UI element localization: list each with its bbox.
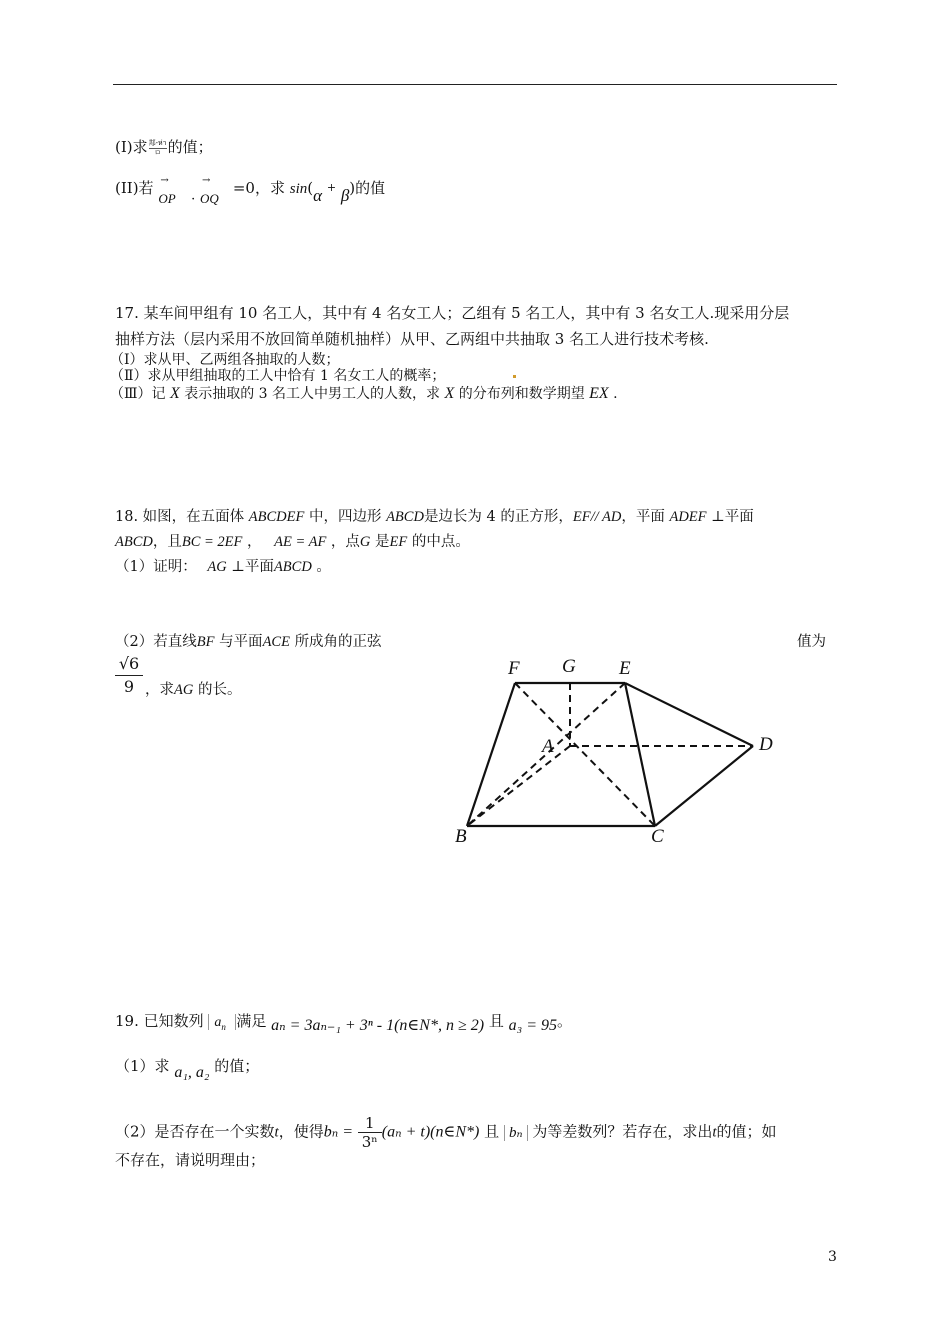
edge-FC <box>515 683 655 826</box>
q19-part1: （1）求 a₁, a₂ 的值； <box>115 1057 260 1081</box>
q18-line1: 18. 如图，在五面体 ABCDEF 中，四边形 ABCD是边长为 4 的正方形，EF// AD，平面 ADEF ⊥平面 <box>115 509 754 525</box>
label-E: E <box>619 658 631 679</box>
q18-part2-value: 值为 <box>797 634 826 650</box>
label-B: B <box>455 826 467 847</box>
label-A: A <box>542 736 554 757</box>
label-D: D <box>759 734 773 755</box>
edge-EC <box>625 683 655 826</box>
stray-mark <box>513 375 516 378</box>
q18-part2-tail: ，求AG 的长。 <box>145 682 242 698</box>
q16-part1: (I)求 䢼-ห่า ㅁ 的值； <box>115 138 213 157</box>
header-rule <box>113 84 837 85</box>
edge-AB <box>467 746 570 826</box>
q16-part2: (II)若 → OP · → OQ =0，求 sin(α + β)的值 <box>115 175 386 207</box>
q18-fraction <box>115 653 143 698</box>
q17-line5: （Ⅲ）记 X 表示抽取的 3 名工人中男工人的人数，求 X 的分布列和数学期望 EX . <box>110 385 618 402</box>
q18-frac-num: √6 <box>115 653 143 676</box>
label-G: G <box>562 656 576 677</box>
edge-CD <box>655 746 753 826</box>
page-number: 3 <box>828 1249 837 1265</box>
q18-line2: ABCD，且BC = 2EF ， AE = AF ，点G 是EF 的中点。 <box>115 534 470 550</box>
label-F: F <box>508 658 520 679</box>
q17-line1: 17. 某车间甲组有 10 名工人，其中有 4 名女工人；乙组有 5 名工人，其中有 3 名女工人.现采用分层 <box>115 304 790 322</box>
q16-frac-top: 䢼-ห่า <box>148 138 167 147</box>
q18-part2: （2）若直线BF 与平面ACE 所成角的正弦 <box>115 634 382 650</box>
edge-ED <box>625 683 753 746</box>
q19-part2: （2）是否存在一个实数t，使得bₙ = $\frac{1}{\text{3ⁿ}}$ (aₙ + t)(n∈N*) 且 bₙ 为等差数列？若存在，求出t的值；如 <box>115 1114 777 1151</box>
q17-line2: 抽样方法（层内采用不放回简单随机抽样）从甲、乙两组中共抽取 3 名工人进行技术考核. <box>115 330 709 348</box>
q17-line3: （Ⅰ）求从甲、乙两组各抽取的人数； <box>110 352 340 368</box>
label-C: C <box>651 826 664 847</box>
q18-part1: （1）证明： AG ⊥平面ABCD 。 <box>115 559 331 575</box>
q17-line4: （Ⅱ）求从甲组抽取的工人中恰有 1 名女工人的概率； <box>110 368 446 384</box>
pentahedron-figure <box>440 650 790 850</box>
q19-line1: 19. 已知数列 $a_n$ 满足 aₙ = 3aₙ₋₁ + 3ⁿ - 1(n∈N*, n ≥ 2) 且 a₃ = 95。 <box>115 1012 572 1034</box>
q19-part2-line2: 不存在，请说明理由； <box>115 1151 266 1169</box>
q16-frac-bottom: ㅁ <box>154 148 161 157</box>
q18-frac-den: 9 <box>123 677 135 696</box>
